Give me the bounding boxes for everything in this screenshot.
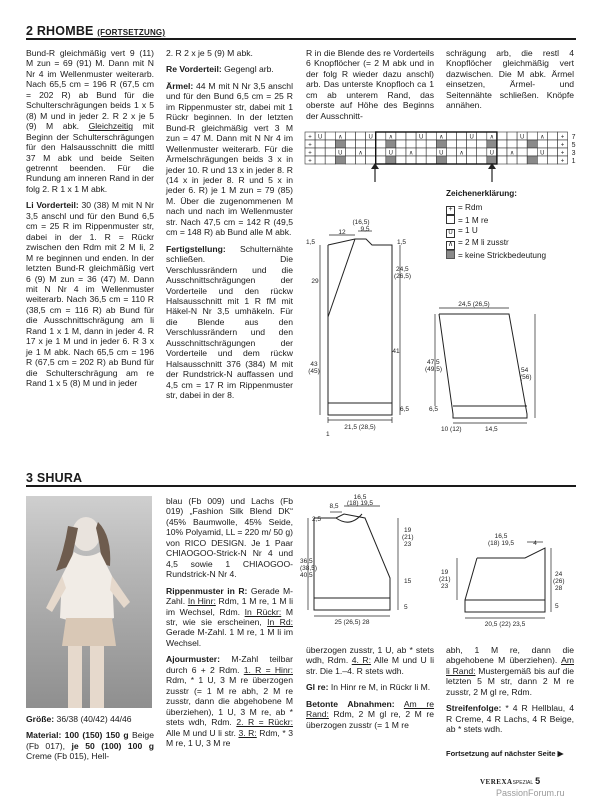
chart-cell-symbol: ∧ [358,150,363,157]
s3-sleeve-dim-left-a: 19 [441,569,449,576]
section-2-body-schematic [300,215,420,470]
chart-cell [527,148,537,156]
section-3-column-4: abh, 1 M re, dann die abgehobene M überziehen). Am li Rand: Mustergemäß bis auf die letzten 5 M str, dann 2 M re zusstr, 2 M gl re, Rdm. Streifenfolge: * 4 R Hellblau, 4 R Creme, 4 R Lachs, 4 R Beige, ab * stets wdh. Fortsetzung auf nächster Seite ▶ [446,645,575,758]
stitch-chart-grid [305,132,568,164]
chart-cell [406,132,416,140]
chart-cell [477,148,487,156]
chart-cell [497,148,507,156]
chart-cell-symbol: ∧ [489,134,495,141]
chart-cell [376,140,386,148]
dim-right-top: 1,5 [397,239,407,246]
chart-cell [527,140,537,148]
footer-brand-name: VEREXA [480,778,513,786]
section-3-sleeve-schematic [435,528,585,638]
chart-cell [467,140,477,148]
front-piece-outline [328,239,392,415]
chart-cell-symbol: U [338,150,343,157]
s3-dim-top-left: 8,5 [329,503,339,510]
sleeve-dim-bottom-b: 14,5 [485,426,498,433]
dim-right-65: 6,5 [400,406,410,413]
dim-left-43-b: (45) [308,368,320,375]
knit-stitch-symbol [446,215,455,224]
legend-item-rdm: + = Rdm [446,203,586,215]
chart-cell [396,140,406,148]
s3-sleeve-dim-right-c: 28 [555,585,563,592]
dim-top-left-1: 1,5 [306,239,316,246]
s3-dim-left-25: 2,5 [312,516,322,523]
section-3-column-3: überzogen zusstr, 1 U, ab * stets wdh, Rdm. 4. R: Alle M und U li str. Die 1.–4. R stets wdh. Gl re: In Hinr re M, in Rückr li M. Betonte Abnahmen: Am re Rand: Rdm, 2 M gl re, 2 M re überzogen zusstr (= 1 M re [306,645,435,730]
chart-cell [467,148,477,156]
dim-right-245-a: 24,5 [396,266,409,273]
dim-left-43-a: 43 [310,361,318,368]
legend-item-k2tog: ∧ = 2 M li zusstr [447,238,509,248]
chart-cell [497,132,507,140]
repeat-arrow-left [371,163,379,182]
chart-cell [527,132,537,140]
chart-legend [446,189,586,262]
edge-stitch-symbol: + [446,206,455,215]
footer-brand [480,776,540,786]
chart-repeat-arrows [300,162,550,186]
sleeve-dim-top: 24,5 (26,5) [458,301,490,308]
chart-cell-symbol: U [368,134,373,141]
sleeve-dim-bottom-a: 10 (12) [441,426,462,433]
chart-cell [356,132,366,140]
chart-cell [487,140,497,148]
chart-cell-symbol: ∧ [540,134,545,141]
page-number: 5 [535,776,541,786]
chart-row-number: 1 [571,158,576,165]
s3-sleeve-dim-left-b: (21) [439,576,451,583]
chart-cell [537,140,547,148]
section-2-column-2: 2. R 2 x je 5 (9) M abk. Re Vorderteil: Gegengl arb. Ärmel: 44 M mit N Nr 3,5 anschl und für den Bund 6,5 cm = 25 R im Rippenmuster str, dabei mit 1 Rückr beginnen. In der letzten Bund-R gleichmäßig vert 3 M zun = 47 M. Dann mit N Nr 4 im Wellenmuster weiterarb. Für die Ärmelschrägungen beids 3 x in jeder 10. R und 13 x in jeder 8. R (14 x in jeder 8. R und 5 x in jeder 6. R) je 1 M zun = 79 (85) M. Über die zugenommenen M nach und nach im Wellenmuster str. Nach 47,5 cm = 142 R (49,5 cm = 148 R) ab Bund alle M abk. Fertigstellung: Schulternähte schließen. Die Verschlussrändern und die Ausschnittschrägungen der Vorderteile und den rückw Halsausschnitt mit 1 R fM mit Häkel-N Nr 3,5 umhäkeln. Für die Blende aus den Verschlussrändern und den Ausschnittschrägungen der Vorderteile und dem rückw Halsausschnitt 376 (384) M mit der Rundstrick-N auffassen und 4,5 cm = 17 R im Rippenmuster str, dabei in der 8. [166,48,293,401]
chart-cell [517,140,527,148]
repeat-arrow-right [488,163,496,182]
section-2-subtitle: (FORTSETZUNG) [97,28,166,37]
chart-cell [376,148,386,156]
section-3-rule [26,485,576,487]
chart-cell-symbol: + [308,142,312,149]
chart-cell-symbol: + [308,150,312,157]
chart-cell [457,140,467,148]
s3-sleeve-dim-left-c: 23 [441,583,449,590]
chart-cell-symbol: U [540,150,545,157]
chart-cell [446,148,456,156]
dim-left-29: 29 [311,278,319,285]
section-3-title: 3 SHURA [26,471,83,485]
chart-cell-symbol: ∧ [459,150,464,157]
model-silhouette [26,496,152,708]
chart-cell [436,140,446,148]
chart-cell-symbol: ∧ [338,134,343,141]
s3-dim-left-365-c: 40,5 [300,572,313,579]
k2tog-symbol: ∧ [447,241,454,248]
chart-cell [477,140,487,148]
chart-cell-symbol: U [439,150,444,157]
sleeve-dim-left-65: 6,5 [429,406,439,413]
sleeve-outline [439,314,527,418]
s3-dim-left-365-b: (38,5) [300,565,317,572]
sleeve-dim-left-a: 47,5 [427,359,440,366]
watermark: PassionForum.ru [496,788,565,798]
stitch-chart-row-numbers [572,134,576,165]
chart-cell-symbol: ∧ [509,150,515,157]
chart-cell [325,132,335,140]
section-2-rule [26,38,576,40]
chart-cell [345,140,355,148]
legend-title: Zeichenerklärung: [446,189,517,198]
chart-cell [406,140,416,148]
section-2-title-text: 2 RHOMBE [26,24,94,38]
section-2-column-4: schrägung arb, die restl 4 Knopflöcher gleichmäßig vert dazwischen. Die M abk. Ärmel einsetzen, Ärmel- und Seitennähte schließen. Knöpfe annähen. [446,48,574,111]
chart-cell-symbol: U [418,134,424,141]
chart-cell [356,140,366,148]
dim-right-245-b: (26,5) [394,273,411,280]
chart-cell-symbol: ∧ [388,134,394,141]
chart-cell [446,132,456,140]
chart-cell-symbol: U [489,150,495,157]
s3-dim-right-15: 15 [404,578,412,585]
chart-cell [507,132,517,140]
chart-cell [345,148,355,156]
dim-top-2: 9,5 [360,226,370,233]
chart-row-number: 3 [571,150,576,157]
chart-cell [446,140,456,148]
chart-cell [497,140,507,148]
chart-cell [386,140,396,148]
s3-sleeve-dim-right-a: 24 [555,571,563,578]
chart-cell [547,132,557,140]
chart-cell [325,148,335,156]
s3-sleeve-dim-bottom: 20,5 (22) 23,5 [484,621,526,628]
s3-sleeve-outline [465,548,545,612]
dim-right-41: 41 [392,348,400,355]
chart-cell-symbol: + [560,158,565,165]
chart-cell [366,140,376,148]
chart-cell [345,132,355,140]
s3-sleeve-dim-top-right: 4 [533,540,537,547]
s3-sleeve-dim-bottom-5: 5 [555,603,559,610]
s3-sleeve-dim-right-b: (26) [553,578,565,585]
chart-row-number: 7 [571,134,576,141]
section-3-column-2: blau (Fb 009) und Lachs (Fb 019) „Fashion Silk Blend DK“ (45% Baumwolle, 45% Seide, 10% Polyamid, LL = 220 m/ 50 g) von RICO DESIGN. Je 1 Paar CHIAOGOO-Strick-N Nr 4 und 4,5 sowie 1 CHIAOGOO-Rundstrick-N Nr 4. Rippenmuster in R: Gerade M-Zahl. In Hinr: Rdm, 1 M re, 1 M li im Wechsel, Rdm. In Rückr: M str, wie sie erscheinen, In Rd: Gerade M-Zahl. 1 M re, 1 M li im Wechsel. Ajourmuster: M-Zahl teilbar durch 6 + 2 Rdm. 1. R = Hinr: Rdm, * 1 U, 3 M re überzogen zusstr (= 1 M re abh, 2 M re zusstr, dann die abgehobene M überziehen), 1 U, 3 M re, ab * stets wdh, Rdm. 2. R = Rückr: Alle M und U li str. 3. R: Rdm, * 3 M re, 1 U, 3 M re [166,496,294,748]
no-stitch-symbol [446,250,455,259]
chart-cell-symbol: U [519,134,525,141]
chart-cell [315,148,325,156]
chart-cell-symbol: + [560,134,565,141]
s3-sleeve-dim-top-b: (18) 19,5 [487,540,515,547]
chart-cell [335,140,345,148]
chart-cell [366,148,376,156]
s3-sleeve-dim-top-a: 16,5 [494,533,508,540]
yarnover-symbol: U [446,229,455,238]
chart-cell [315,140,325,148]
legend-item-yarnover: U = 1 U [446,226,586,238]
chart-cell [376,132,386,140]
chart-cell [517,148,527,156]
chart-cell-symbol: + [308,134,312,141]
s3-dim-bottom-5: 5 [404,604,408,611]
chart-cell-symbol: ∧ [408,150,414,157]
chart-cell [547,148,557,156]
s3-dim-bottom: 25 (26,5) 28 [334,619,370,626]
body-outline [314,514,390,610]
chart-cell [426,140,436,148]
footer-issue: SPEZIAL [512,780,534,786]
chart-cell-symbol: U [388,150,394,157]
section-2-column-3: R in die Blende des re Vorderteils 6 Knopflöcher (= 2 M abk und in der folg R wieder dazu anschl) arb. Das unterste Knopfloch ca 1 cm ab unterem Rand, das oberste auf Höhe des Beginns der Ausschnitt- [306,48,434,121]
dim-bottom-1: 1 [326,431,330,438]
chart-cell [457,132,467,140]
s3-dim-top-a: 16,5 [353,494,367,501]
s3-dim-left-365-a: 36,5 [300,558,313,565]
neck-slope [328,239,355,317]
section-2-title [26,24,165,38]
chart-cell [416,148,426,156]
section-3-body-schematic [300,492,435,642]
chart-cell [547,140,557,148]
chart-cell [507,140,517,148]
chart-cell [325,140,335,148]
dim-bottom: 21,5 (28,5) [344,424,376,431]
s3-dim-top-b: (18) 19,5 [346,500,374,507]
chart-cell [396,132,406,140]
chart-cell [426,148,436,156]
chart-cell [426,132,436,140]
s3-dim-right-19-c: 23 [404,541,412,548]
legend-item-no-stitch: = keine Strickbedeutung [446,250,586,262]
chart-row-number: 5 [571,142,576,149]
chart-cell-symbol: U [317,134,323,141]
sleeve-dim-right-b: (56) [520,374,532,381]
continue-note: Fortsetzung auf nächster Seite ▶ [446,748,564,758]
chart-cell [396,148,406,156]
s3-dim-right-19-a: 19 [404,527,412,534]
chart-cell-symbol: U [469,134,474,141]
section-3-column-1: Größe: 36/38 (40/42) 44/46 Material: 100 (150) 150 g Beige (Fb 017), je 50 (100) 100 g Creme (Fb 015), Hell- [26,714,154,762]
legend-item-knit: = 1 M re [446,215,586,227]
section-2-column-1: Bund-R gleichmäßig vert 9 (11) M zun = 69 (91) M. Dann mit N Nr 4 im Wellenmuster weiterarb. Nach 65,5 cm = 196 R (67,5 cm = 202 R) ab Bund für die Schulterschrägungen beids 1 x 5 (8) M und in jeder 2. R 2 x je 5 (9) M abk. Gleichzeitig mit Beginn der Schulterschrägungen für den Halsausschnitt die mittl 37 M abk und beide Seiten getrennt beenden. Für die Rundung am inneren Rand in der folg 2. R 1 x 1 M abk. Li Vorderteil: 30 (38) M mit N Nr 3,5 anschl und für den Bund 6,5 cm = 25 R im Rippenmuster str, dabei in der 1. R = Rückr zwischen den Rdm mit 2 M li, 2 M re beginnen und enden. In der letzten Bund-R gleichmäßig vert 6 (9) M zun = 36 (47) M. Dann mit N Nr 4 im Wellenmuster weiterarb. Nach 36,5 cm = 110 R (38,5 cm = 116 R) ab Bund für die Ausschnittschrägung am li Rand 1 x 1 M, dann in jeder 4. R 17 x je 1 M und in jeder 6. R 3 x je 1 M abk. Nach 65,5 cm = 196 R (67,5 cm = 202 R) ab Bund für die Schulterschrägung am re Rand 1 x 5 (8) M und in jeder [26,48,155,389]
section-2-sleeve-schematic [425,300,540,475]
dim-top-left-2: 12 [338,229,346,236]
sleeve-dim-left-b: (49,5) [425,366,442,373]
chart-cell [416,140,426,148]
chart-cell-symbol: + [560,142,565,149]
chart-cell-symbol: ∧ [439,134,444,141]
s3-dim-right-19-b: (21) [402,534,414,541]
chart-cell [477,132,487,140]
model-photo [26,496,152,708]
sleeve-dim-right-a: 54 [521,367,529,374]
dim-top-1: (16,5) [352,219,370,226]
chart-cell-symbol: + [560,150,565,157]
chart-cell-symbol: + [308,158,312,165]
